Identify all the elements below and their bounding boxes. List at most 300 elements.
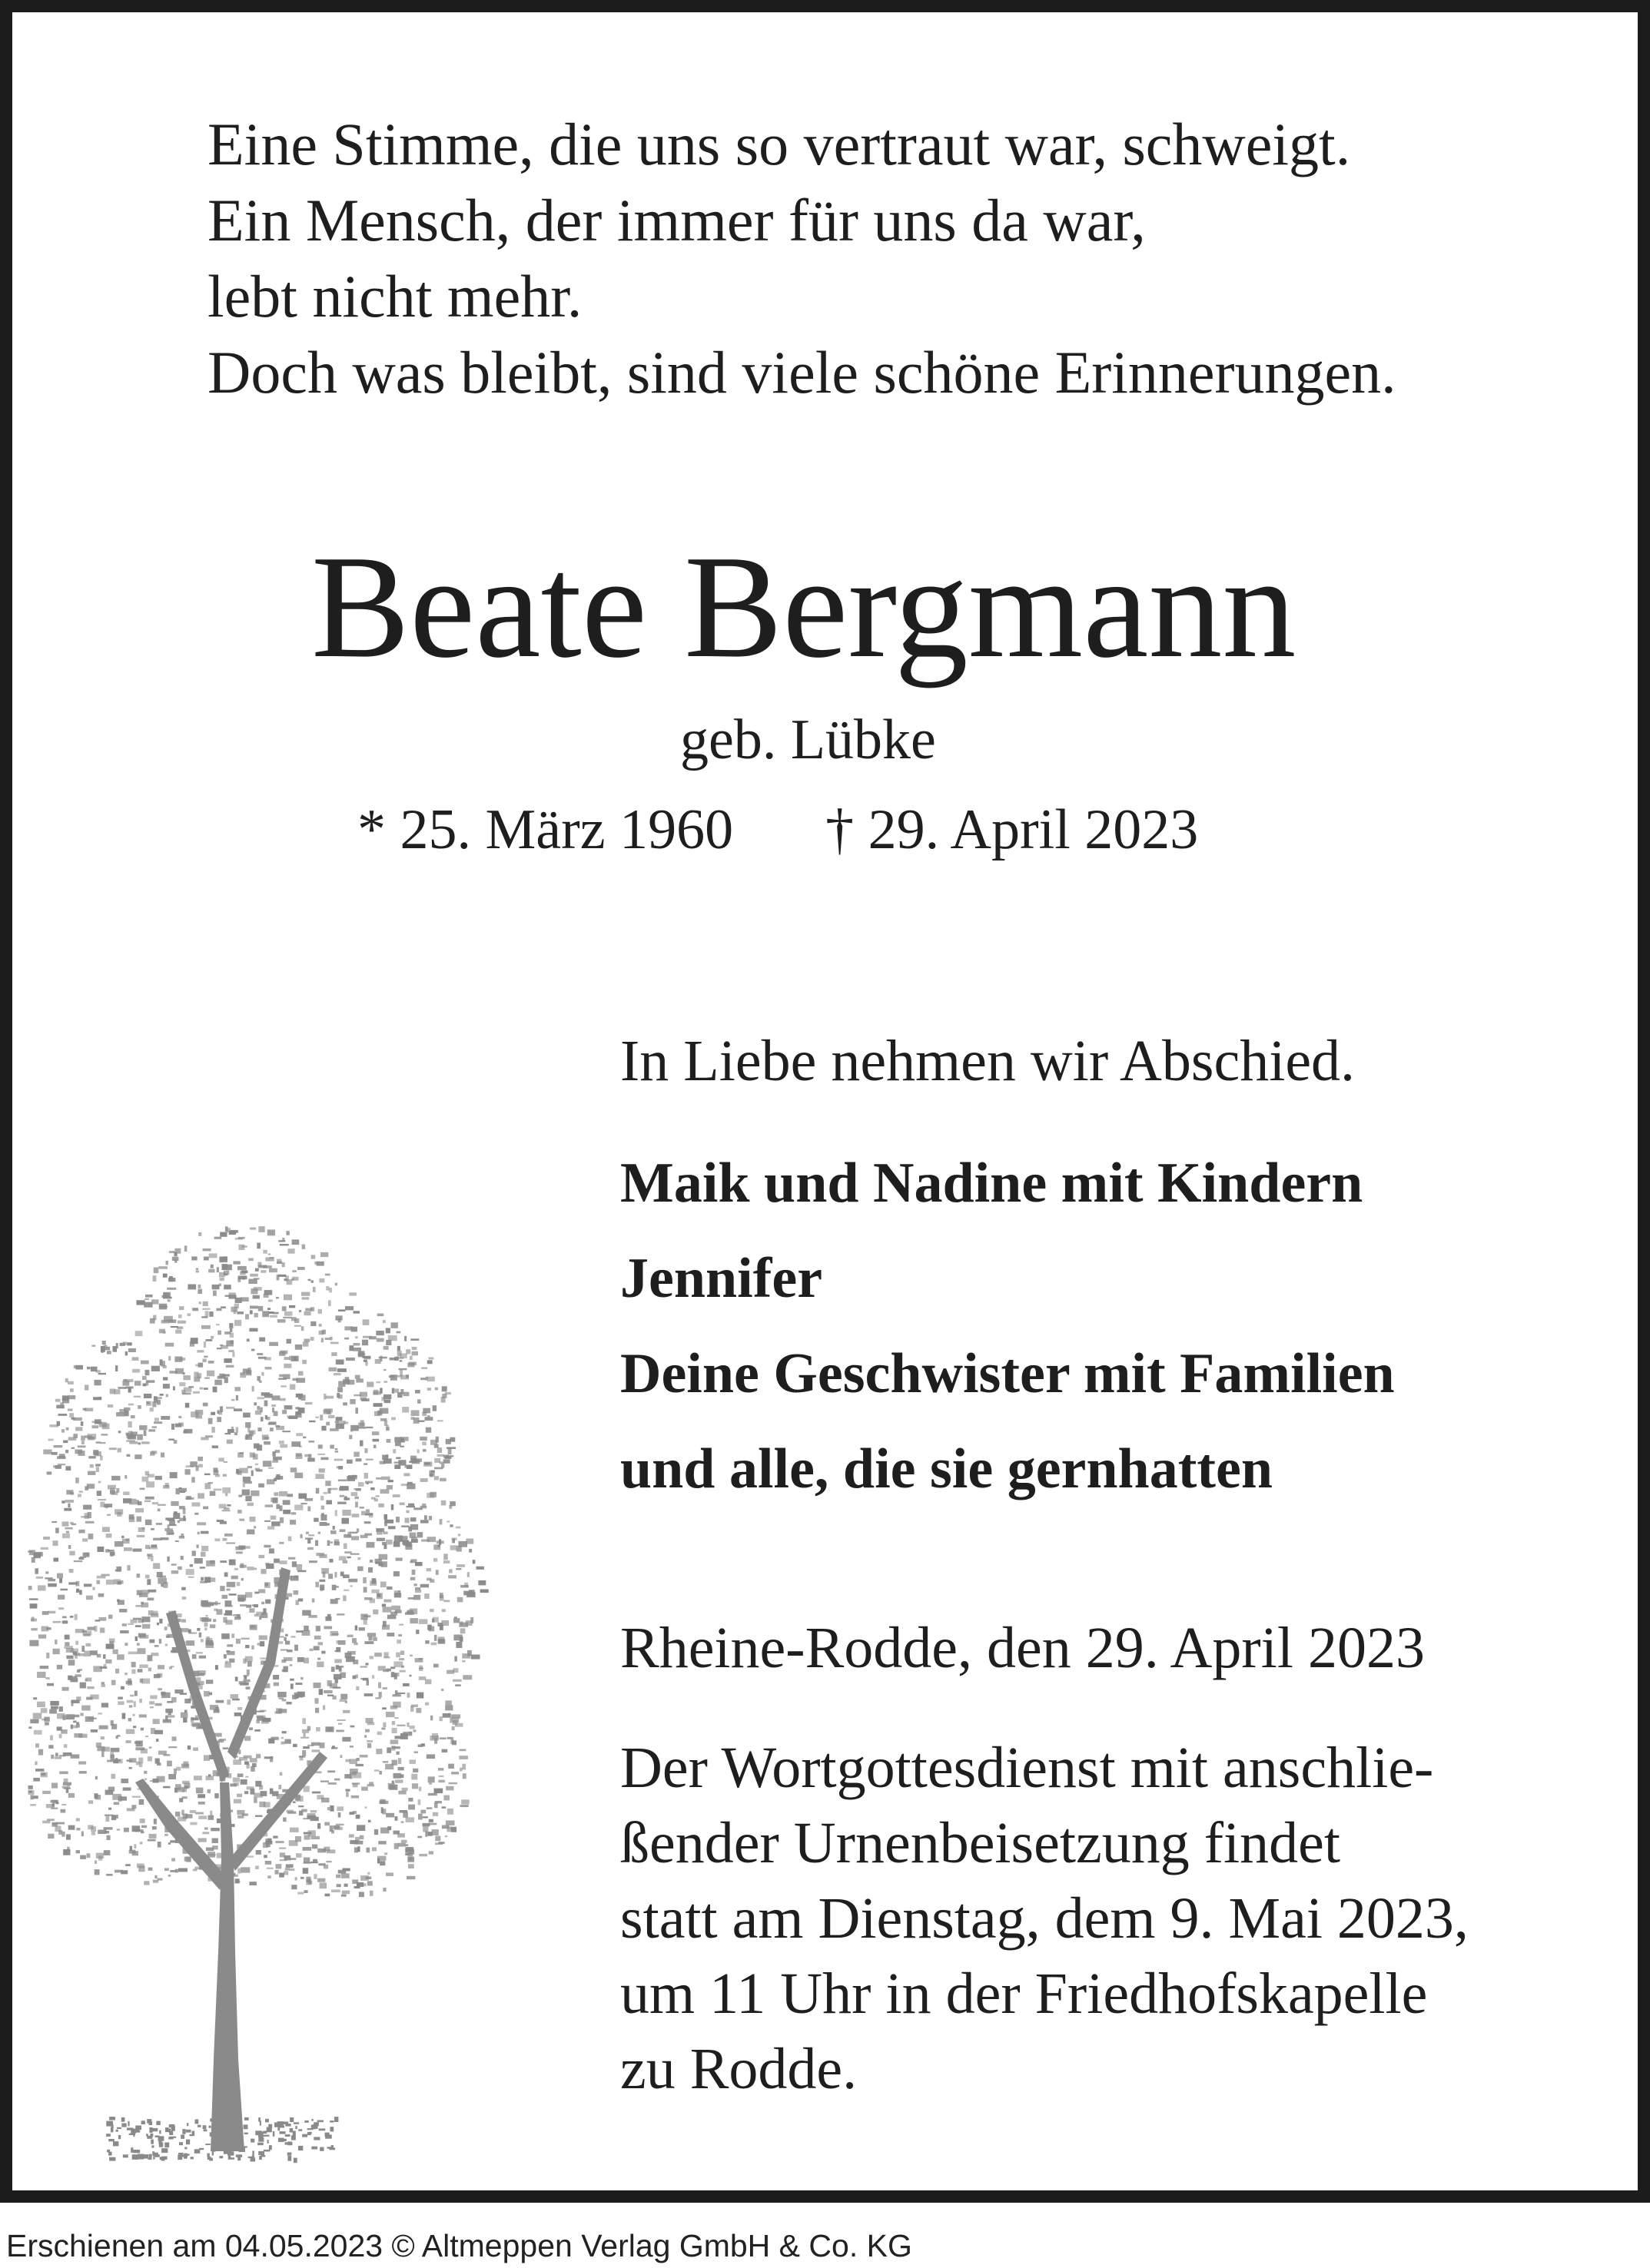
leaf-speck: [351, 1492, 358, 1496]
leaf-speck: [205, 1339, 212, 1341]
leaf-speck: [65, 1714, 75, 1719]
service-line: Der Wortgottesdienst mit anschlie-: [620, 1736, 1434, 1800]
leaf-speck: [33, 1713, 41, 1719]
grass-speck: [129, 2134, 135, 2135]
leaf-speck: [427, 1360, 433, 1364]
leaf-speck: [114, 1802, 119, 1805]
leaf-speck: [382, 1809, 386, 1814]
leaf-speck: [368, 1567, 373, 1573]
leaf-speck: [154, 1421, 162, 1424]
leaf-speck: [441, 1397, 446, 1403]
leaf-speck: [78, 1669, 82, 1670]
leaf-speck: [124, 1411, 129, 1417]
leaf-speck: [256, 1850, 261, 1855]
leaf-speck: [144, 1881, 149, 1885]
leaf-speck: [285, 1868, 290, 1870]
leaf-speck: [141, 1616, 150, 1622]
leaf-speck: [154, 1875, 157, 1878]
leaf-speck: [393, 1694, 401, 1696]
leaf-speck: [74, 1365, 76, 1368]
leaf-speck: [447, 1737, 453, 1739]
leaf-speck: [198, 1464, 203, 1468]
leaf-speck: [419, 1854, 427, 1856]
leaf-speck: [59, 1578, 62, 1583]
grass-speck: [317, 2120, 324, 2123]
leaf-speck: [152, 1826, 157, 1829]
leaf-speck: [264, 1290, 273, 1295]
leaf-speck: [320, 1742, 325, 1748]
leaf-speck: [164, 1626, 168, 1630]
leaf-speck: [231, 1399, 235, 1401]
leaf-speck: [211, 1828, 220, 1831]
leaf-speck: [443, 1560, 450, 1563]
leaf-speck: [87, 1853, 91, 1858]
leaf-speck: [478, 1580, 486, 1585]
leaf-speck: [394, 1717, 398, 1719]
leaf-speck: [364, 1473, 368, 1479]
leaf-speck: [198, 1794, 205, 1798]
leaf-speck: [111, 1555, 114, 1557]
leaf-speck: [202, 1308, 210, 1310]
leaf-speck: [298, 1494, 307, 1499]
leaf-speck: [207, 1603, 214, 1606]
leaf-speck: [198, 1838, 207, 1842]
leaf-speck: [423, 1449, 427, 1452]
leaf-speck: [280, 1852, 285, 1857]
leaf-speck: [334, 1827, 343, 1830]
leaf-speck: [268, 1253, 271, 1255]
mourners-list: [620, 1136, 1395, 1517]
leaf-speck: [102, 1527, 110, 1532]
leaf-speck: [423, 1462, 432, 1467]
leaf-speck: [373, 1445, 376, 1448]
leaf-speck: [196, 1788, 204, 1794]
leaf-speck: [311, 1862, 318, 1863]
grass-speck: [228, 2157, 234, 2160]
leaf-speck: [126, 1729, 135, 1734]
leaf-speck: [148, 1756, 152, 1761]
leaf-speck: [433, 1405, 437, 1411]
leaf-speck: [163, 1485, 169, 1489]
leaf-speck: [179, 1382, 185, 1386]
leaf-speck: [291, 1441, 300, 1447]
leaf-speck: [126, 1740, 131, 1743]
leaf-speck: [443, 1600, 450, 1603]
leaf-speck: [290, 1868, 295, 1871]
leaf-speck: [234, 1408, 242, 1411]
leaf-speck: [59, 1755, 66, 1756]
leaf-speck: [246, 1686, 251, 1689]
leaf-speck: [409, 1732, 413, 1735]
grass-speck: [227, 2138, 231, 2141]
leaf-speck: [117, 1829, 120, 1831]
leaf-speck: [367, 1743, 371, 1748]
leaf-speck: [336, 1730, 344, 1732]
leaf-speck: [346, 1656, 355, 1662]
leaf-speck: [455, 1684, 461, 1686]
leaf-speck: [460, 1768, 463, 1772]
leaf-speck: [290, 1467, 297, 1472]
leaf-speck: [68, 1437, 77, 1441]
leaf-speck: [210, 1560, 215, 1564]
leaf-speck: [331, 1666, 335, 1672]
leaf-speck: [148, 1668, 151, 1672]
leaf-speck: [124, 1673, 128, 1675]
leaf-speck: [343, 1596, 346, 1602]
leaf-speck: [61, 1729, 68, 1734]
grass-speck: [304, 2120, 308, 2123]
leaf-speck: [224, 1572, 228, 1577]
leaf-speck: [168, 1842, 171, 1845]
leaf-speck: [51, 1755, 54, 1759]
leaf-speck: [315, 1417, 319, 1418]
leaf-speck: [121, 1779, 128, 1783]
leaf-speck: [28, 1586, 32, 1590]
leaf-speck: [350, 1812, 355, 1815]
leaf-speck: [407, 1482, 413, 1485]
leaf-speck: [99, 1726, 108, 1729]
leaf-speck: [433, 1812, 438, 1816]
leaf-speck: [387, 1826, 391, 1830]
leaf-speck: [126, 1440, 135, 1442]
leaf-speck: [305, 1498, 314, 1501]
leaf-speck: [303, 1868, 308, 1874]
grass-speck: [191, 2157, 194, 2159]
leaf-speck: [371, 1497, 376, 1500]
leaf-speck: [132, 1369, 140, 1373]
leaf-speck: [234, 1387, 241, 1391]
leaf-speck: [95, 1380, 101, 1385]
grass-speck: [287, 2156, 291, 2161]
leaf-speck: [437, 1454, 444, 1457]
leaf-speck: [247, 1661, 252, 1666]
leaf-speck: [415, 1590, 421, 1593]
leaf-speck: [324, 1690, 332, 1693]
leaf-speck: [207, 1371, 214, 1377]
leaf-speck: [188, 1699, 191, 1701]
leaf-speck: [203, 1248, 211, 1251]
leaf-speck: [335, 1510, 337, 1517]
leaf-speck: [145, 1295, 153, 1298]
leaf-speck: [130, 1695, 134, 1697]
leaf-speck: [65, 1500, 74, 1503]
leaf-speck: [88, 1825, 93, 1829]
leaf-speck: [233, 1778, 240, 1782]
leaf-speck: [480, 1590, 489, 1593]
leaf-speck: [371, 1590, 379, 1593]
grass-speck: [257, 2143, 264, 2146]
leaf-speck: [460, 1628, 466, 1633]
leaf-speck: [175, 1540, 179, 1542]
leaf-speck: [58, 1595, 65, 1600]
leaf-speck: [340, 1529, 346, 1532]
leaf-speck: [325, 1616, 331, 1621]
leaf-speck: [140, 1488, 145, 1490]
leaf-speck: [66, 1531, 69, 1534]
leaf-speck: [259, 1555, 265, 1558]
leaf-speck: [376, 1495, 380, 1497]
leaf-speck: [290, 1664, 293, 1666]
leaf-speck: [99, 1397, 102, 1399]
leaf-speck: [459, 1623, 468, 1627]
leaf-speck: [79, 1590, 82, 1594]
leaf-speck: [384, 1514, 388, 1520]
leaf-speck: [142, 1624, 150, 1629]
leaf-speck: [106, 1534, 112, 1538]
leaf-speck: [247, 1503, 254, 1507]
leaf-speck: [144, 1771, 147, 1774]
leaf-speck: [281, 1660, 286, 1663]
leaf-speck: [350, 1726, 355, 1728]
leaf-speck: [259, 1338, 265, 1342]
leaf-speck: [61, 1429, 65, 1433]
leaf-speck: [231, 1427, 234, 1432]
leaf-speck: [92, 1587, 95, 1590]
leaf-speck: [250, 1625, 257, 1630]
leaf-speck: [330, 1542, 333, 1544]
leaf-speck: [300, 1756, 304, 1761]
leaf-speck: [263, 1250, 267, 1254]
leaf-speck: [247, 1567, 254, 1570]
leaf-speck: [213, 1387, 217, 1393]
leaf-speck: [251, 1288, 257, 1294]
leaf-speck: [460, 1805, 468, 1807]
leaf-speck: [427, 1568, 431, 1571]
leaf-speck: [330, 1445, 334, 1449]
mourner-entry: Maik und Nadine mit Kindern: [620, 1152, 1363, 1215]
leaf-speck: [227, 1504, 231, 1507]
grass-speck: [269, 2145, 272, 2150]
leaf-speck: [301, 1809, 307, 1812]
leaf-speck: [386, 1813, 394, 1818]
leaf-speck: [391, 1606, 400, 1610]
leaf-speck: [123, 1492, 129, 1496]
leaf-speck: [432, 1829, 439, 1835]
leaf-speck: [328, 1727, 332, 1731]
leaf-speck: [416, 1630, 419, 1634]
leaf-speck: [274, 1559, 280, 1563]
leaf-speck: [420, 1378, 426, 1380]
grass-speck: [127, 2127, 134, 2130]
leaf-speck: [230, 1783, 237, 1786]
leaf-speck: [158, 1504, 166, 1506]
leaf-speck: [135, 1508, 144, 1513]
leaf-speck: [392, 1746, 400, 1749]
leaf-speck: [227, 1589, 231, 1591]
leaf-speck: [47, 1819, 55, 1821]
leaf-speck: [417, 1449, 420, 1453]
leaf-speck: [161, 1537, 169, 1540]
leaf-speck: [421, 1368, 427, 1369]
leaf-speck: [403, 1683, 410, 1686]
leaf-speck: [392, 1781, 394, 1784]
leaf-speck: [122, 1381, 129, 1386]
leaf-speck: [338, 1870, 347, 1874]
leaf-speck: [338, 1723, 342, 1725]
leaf-speck: [41, 1708, 48, 1713]
leaf-speck: [263, 1461, 272, 1467]
grass-speck: [121, 2124, 126, 2127]
leaf-speck: [434, 1476, 439, 1480]
leaf-speck: [320, 1781, 329, 1782]
leaf-speck: [132, 1851, 138, 1855]
leaf-speck: [137, 1864, 144, 1868]
leaf-speck: [136, 1741, 143, 1747]
leaf-speck: [419, 1668, 423, 1670]
leaf-speck: [62, 1521, 69, 1526]
leaf-speck: [223, 1474, 227, 1477]
leaf-speck: [78, 1530, 85, 1534]
leaf-speck: [419, 1676, 427, 1680]
leaf-speck: [247, 1427, 250, 1433]
leaf-speck: [97, 1746, 105, 1751]
grass-speck: [170, 2137, 177, 2138]
leaf-speck: [257, 1376, 261, 1381]
leaf-speck: [315, 1698, 319, 1703]
leaf-speck: [105, 1505, 108, 1508]
leaf-speck: [125, 1864, 131, 1866]
leaf-speck: [382, 1604, 386, 1607]
leaf-speck: [55, 1752, 58, 1756]
leaf-speck: [98, 1499, 106, 1500]
leaf-speck: [209, 1311, 213, 1317]
leaf-speck: [229, 1323, 233, 1328]
leaf-speck: [136, 1605, 143, 1607]
leaf-speck: [231, 1694, 239, 1699]
leaf-speck: [93, 1450, 98, 1455]
leaf-speck: [448, 1764, 454, 1769]
leaf-speck: [220, 1560, 227, 1563]
leaf-speck: [334, 1459, 344, 1461]
leaf-speck: [111, 1720, 114, 1726]
leaf-speck: [419, 1658, 423, 1660]
leaf-speck: [347, 1635, 354, 1637]
leaf-speck: [383, 1346, 389, 1350]
grass-speck: [164, 2143, 169, 2148]
leaf-speck: [117, 1735, 120, 1737]
leaf-speck: [337, 1640, 339, 1643]
leaf-speck: [351, 1327, 357, 1332]
leaf-speck: [368, 1636, 372, 1640]
leaf-speck: [398, 1590, 400, 1593]
leaf-speck: [258, 1306, 264, 1311]
leaf-speck: [54, 1445, 63, 1447]
grass-speck: [252, 2150, 254, 2156]
leaf-speck: [169, 1524, 177, 1526]
leaf-speck: [261, 1392, 271, 1396]
leaf-speck: [32, 1617, 35, 1622]
leaf-speck: [64, 1646, 73, 1649]
leaf-speck: [291, 1356, 299, 1361]
leaf-speck: [375, 1359, 381, 1364]
leaf-speck: [282, 1410, 287, 1414]
leaf-speck: [222, 1538, 227, 1541]
leaf-speck: [151, 1544, 157, 1547]
leaf-speck: [102, 1341, 106, 1345]
leaf-speck: [225, 1494, 227, 1497]
leaf-speck: [452, 1726, 455, 1730]
leaf-speck: [425, 1417, 433, 1421]
leaf-speck: [425, 1703, 429, 1706]
leaf-speck: [328, 1782, 337, 1785]
grass-speck: [181, 2134, 184, 2139]
leaf-speck: [380, 1582, 387, 1588]
leaf-speck: [456, 1568, 461, 1570]
leaf-speck: [290, 1828, 299, 1832]
leaf-speck: [405, 1518, 410, 1524]
leaf-speck: [304, 1454, 311, 1457]
leaf-speck: [382, 1542, 387, 1545]
leaf-speck: [53, 1649, 60, 1654]
leaf-speck: [320, 1457, 328, 1461]
leaf-speck: [400, 1370, 403, 1376]
leaf-speck: [332, 1746, 335, 1749]
leaf-speck: [159, 1639, 162, 1643]
leaf-speck: [257, 1427, 261, 1431]
leaf-speck: [408, 1597, 414, 1600]
leaf-speck: [183, 1717, 187, 1723]
leaf-speck: [456, 1564, 465, 1567]
leaf-speck: [188, 1386, 194, 1388]
leaf-speck: [225, 1226, 228, 1232]
leaf-speck: [335, 1448, 338, 1450]
leaf-speck: [148, 1598, 154, 1601]
leaf-speck: [223, 1747, 229, 1749]
leaf-speck: [203, 1403, 208, 1407]
grass-speck: [212, 2146, 216, 2148]
leaf-speck: [206, 1848, 214, 1852]
leaf-speck: [165, 1518, 174, 1520]
leaf-speck: [51, 1521, 57, 1523]
leaf-speck: [305, 1402, 312, 1404]
leaf-speck: [310, 1337, 314, 1341]
leaf-speck: [324, 1626, 333, 1630]
leaf-speck: [181, 1619, 186, 1622]
grass-speck: [227, 2146, 234, 2148]
leaf-speck: [178, 1817, 186, 1822]
leaf-speck: [440, 1716, 443, 1721]
leaf-speck: [134, 1454, 141, 1459]
leaf-speck: [376, 1749, 382, 1754]
grass-speck: [251, 2158, 256, 2162]
leaf-speck: [445, 1835, 448, 1837]
leaf-speck: [434, 1789, 443, 1794]
leaf-speck: [359, 1892, 364, 1897]
leaf-speck: [343, 1560, 348, 1563]
leaf-speck: [207, 1789, 211, 1793]
leaf-speck: [105, 1816, 109, 1822]
leaf-speck: [128, 1404, 134, 1406]
leaf-speck: [274, 1411, 278, 1417]
leaf-speck: [98, 1547, 105, 1552]
leaf-speck: [171, 1697, 177, 1703]
leaf-speck: [390, 1740, 399, 1745]
leaf-speck: [327, 1695, 334, 1697]
leaf-speck: [304, 1626, 309, 1631]
grass-speck: [169, 2124, 175, 2127]
leaf-speck: [412, 1570, 416, 1575]
grass-speck: [307, 2132, 311, 2135]
leaf-speck: [157, 1572, 163, 1577]
grass-speck: [231, 2131, 232, 2136]
leaf-speck: [435, 1836, 440, 1842]
leaf-speck: [205, 1311, 209, 1316]
leaf-speck: [55, 1826, 61, 1832]
leaf-speck: [335, 1451, 338, 1453]
leaf-speck: [41, 1626, 49, 1632]
leaf-speck: [59, 1706, 63, 1712]
leaf-speck: [174, 1788, 178, 1792]
